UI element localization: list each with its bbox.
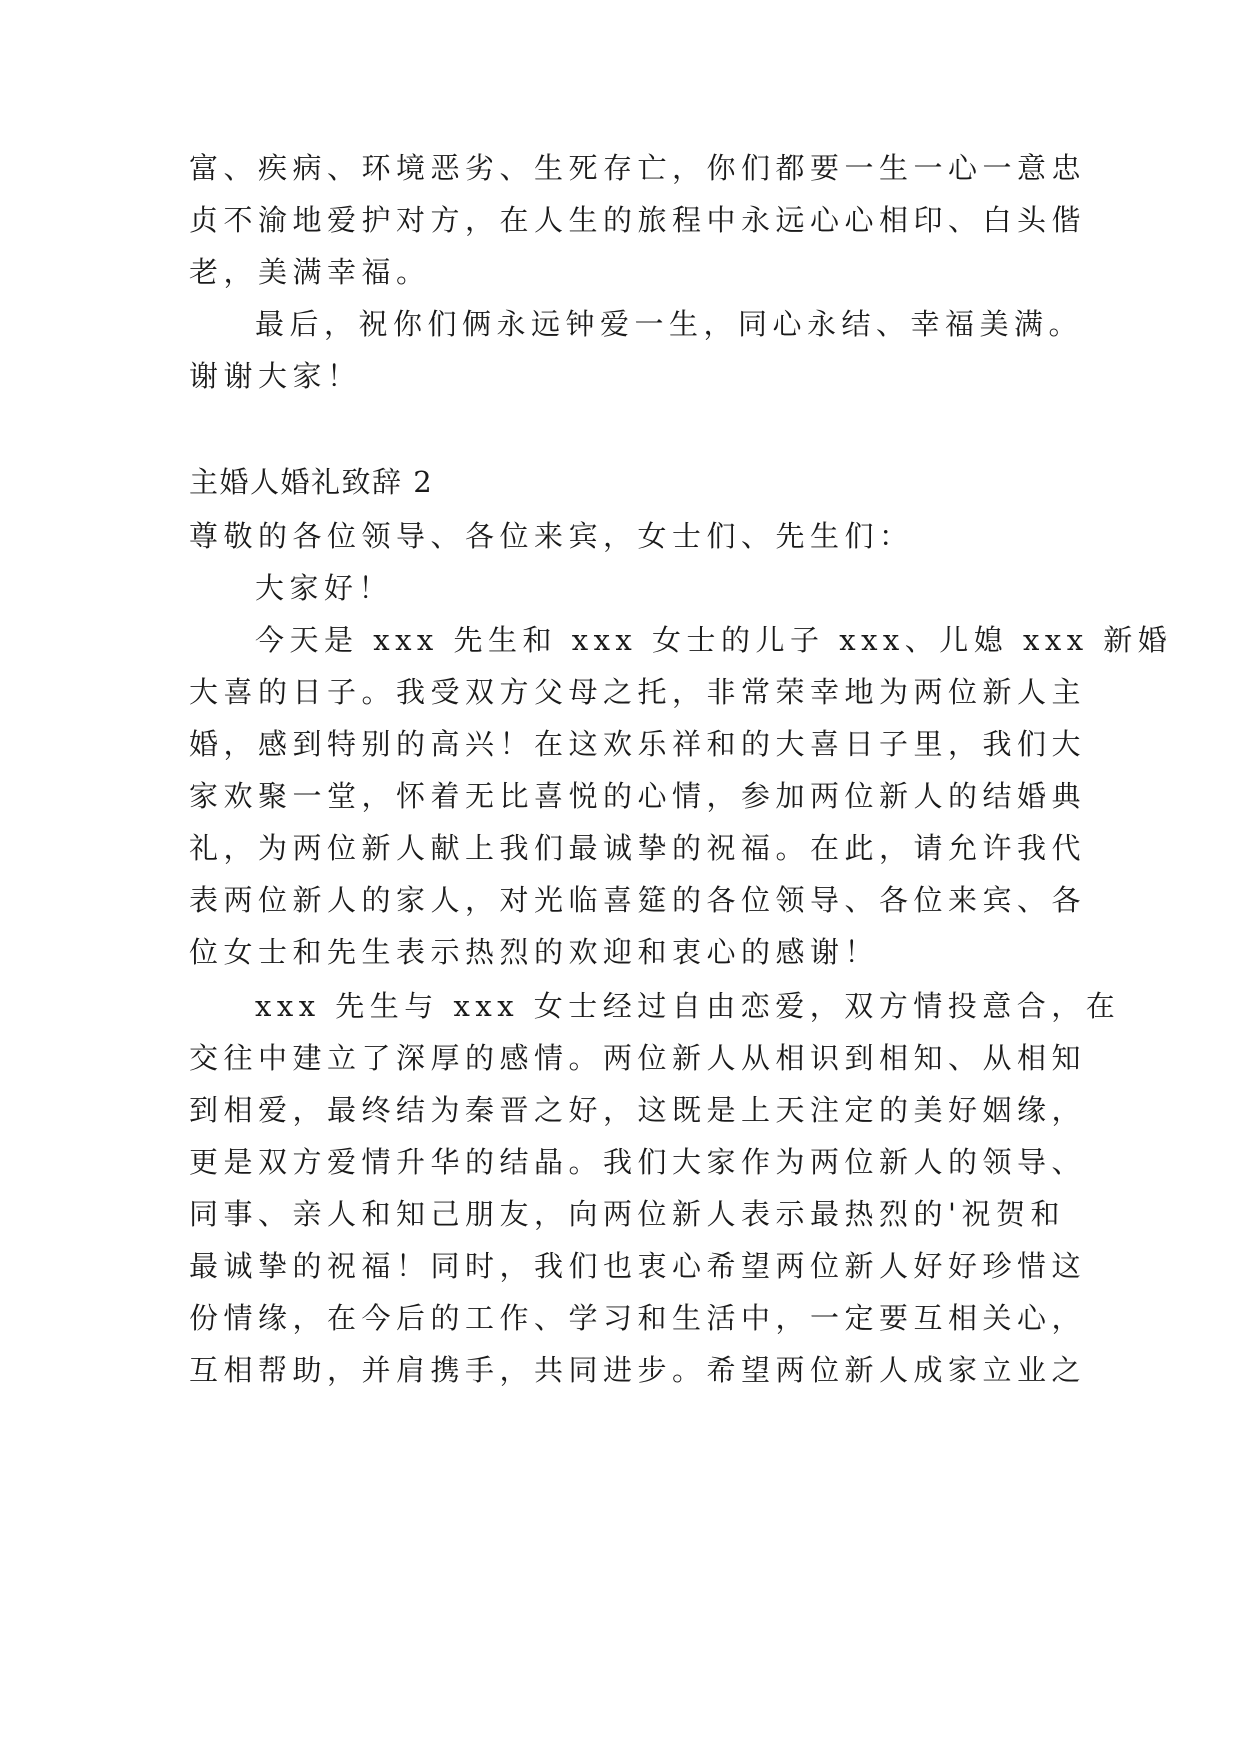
body-text-line: 份情缘，在今后的工作、学习和生活中，一定要互相关心， [189, 1301, 1087, 1335]
body-text-line: 老，美满幸福。 [189, 255, 431, 289]
body-text-line: 谢谢大家！ [189, 359, 362, 393]
body-text-line: 互相帮助，并肩携手，共同进步。希望两位新人成家立业之 [189, 1353, 1087, 1387]
body-text-line: 表两位新人的家人，对光临喜筵的各位领导、各位来宾、各 [189, 883, 1087, 917]
body-text-line: 婚，感到特别的高兴！在这欢乐祥和的大喜日子里，我们大 [189, 727, 1087, 761]
body-text-line: 家欢聚一堂，怀着无比喜悦的心情，参加两位新人的结婚典 [189, 779, 1087, 813]
body-text-line: 到相爱，最终结为秦晋之好，这既是上天注定的美好姻缘， [189, 1093, 1087, 1127]
body-text-line: 今天是 xxx 先生和 xxx 女士的儿子 xxx、儿媳 xxx 新婚 [255, 623, 1173, 657]
body-text-line: xxx 先生与 xxx 女士经过自由恋爱，双方情投意合，在 [255, 989, 1121, 1023]
body-text-line: 最诚挚的祝福！同时，我们也衷心希望两位新人好好珍惜这 [189, 1249, 1087, 1283]
body-text-line: 贞不渝地爱护对方，在人生的旅程中永远心心相印、白头偕 [189, 203, 1087, 237]
salutation: 尊敬的各位领导、各位来宾，女士们、先生们： [189, 519, 914, 553]
body-text-line: 位女士和先生表示热烈的欢迎和衷心的感谢！ [189, 935, 880, 969]
section-title: 主婚人婚礼致辞 2 [189, 465, 434, 499]
body-text-line: 礼，为两位新人献上我们最诚挚的祝福。在此，请允许我代 [189, 831, 1087, 865]
greeting: 大家好！ [255, 571, 394, 605]
body-text-line: 富、疾病、环境恶劣、生死存亡，你们都要一生一心一意忠 [189, 151, 1087, 185]
body-text-line: 交往中建立了深厚的感情。两位新人从相识到相知、从相知 [189, 1041, 1087, 1075]
body-text-line: 同事、亲人和知己朋友，向两位新人表示最热烈的'祝贺和 [189, 1197, 1065, 1231]
body-text-line: 更是双方爱情升华的结晶。我们大家作为两位新人的领导、 [189, 1145, 1087, 1179]
body-text-line: 大喜的日子。我受双方父母之托，非常荣幸地为两位新人主 [189, 675, 1087, 709]
body-text-line: 最后，祝你们俩永远钟爱一生，同心永结、幸福美满。 [255, 307, 1084, 341]
